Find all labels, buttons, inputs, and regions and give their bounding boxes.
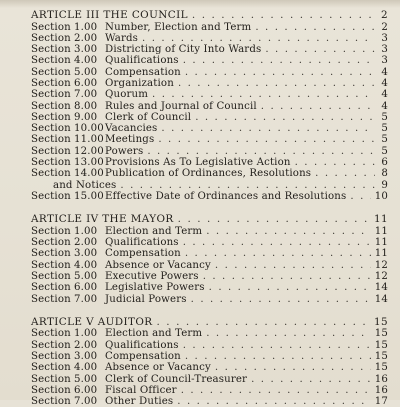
section-title-continuation: and Notices: [53, 179, 117, 191]
section-title: Other Duties: [105, 396, 174, 407]
section-number: 5.00: [74, 270, 98, 282]
section-title: Absence or Vacancy: [105, 259, 211, 271]
toc-entry: [31, 294, 388, 305]
section-number: 15.00: [74, 190, 104, 202]
section-title: Districting of City Into Wards: [105, 44, 262, 56]
section-page-number: 16: [374, 373, 388, 385]
dot-leader: [181, 385, 371, 396]
section-page-number: 12: [374, 259, 388, 271]
toc-entry: [31, 78, 388, 89]
section-title: Qualifications: [105, 55, 179, 67]
dot-leader: [315, 168, 375, 179]
section-label: Section: [31, 123, 71, 135]
toc-entry: [31, 123, 388, 134]
section-label: Section: [31, 21, 71, 33]
toc-entry: [31, 112, 388, 123]
section-number: 5.00: [74, 373, 98, 385]
section-title: Number, Election and Term: [105, 21, 252, 33]
section-label: Section: [31, 339, 71, 351]
toc-entry: [31, 328, 388, 339]
section-page-number: 11: [374, 225, 388, 237]
dot-leader: [206, 328, 371, 339]
section-title: Compensation: [105, 66, 181, 78]
dot-leader: [183, 55, 375, 66]
dot-leader: [215, 362, 371, 373]
article-block: [31, 317, 388, 407]
dot-leader: [177, 396, 370, 407]
section-title: Executive Powers: [105, 270, 199, 282]
dot-leader: [191, 294, 371, 305]
section-label: Section: [31, 134, 71, 146]
dot-leader: [215, 260, 371, 271]
section-label: Section: [31, 77, 71, 89]
section-page-number: 5: [381, 134, 388, 146]
dot-leader: [183, 237, 371, 248]
section-page-number: 15: [374, 328, 388, 340]
section-label: Section: [31, 328, 71, 340]
article-page-number: 11: [373, 213, 388, 226]
dot-leader: [185, 351, 371, 362]
section-number: 4.00: [74, 55, 98, 67]
dot-leader: [209, 282, 371, 293]
section-page-number: 3: [381, 55, 388, 67]
section-title: Compensation: [105, 248, 181, 260]
section-number: 2.00: [74, 237, 98, 249]
section-page-number: 4: [381, 66, 388, 78]
section-number: 1.00: [74, 21, 98, 33]
section-label: Section: [31, 157, 71, 169]
dot-leader: [251, 374, 371, 385]
section-page-number: 12: [374, 270, 388, 282]
toc-entry: [31, 362, 388, 373]
section-page-number: 3: [381, 44, 388, 56]
section-label: Section: [31, 373, 71, 385]
section-page-number: 2: [381, 21, 388, 33]
section-page-number: 9: [381, 179, 388, 191]
section-number: 13.00: [74, 157, 104, 169]
section-title: Compensation: [105, 350, 181, 362]
section-label: Section: [31, 44, 71, 56]
section-label: Section: [31, 350, 71, 362]
section-title: Qualifications: [105, 237, 179, 249]
section-page-number: 14: [374, 282, 388, 294]
section-number: 6.00: [74, 282, 98, 294]
toc-entry: [31, 396, 388, 407]
section-number: 3.00: [74, 248, 98, 260]
section-number: 4.00: [74, 362, 98, 374]
toc-entry: [31, 191, 388, 202]
section-title: Meetings: [105, 134, 155, 146]
dot-leader: [120, 180, 375, 191]
section-page-number: 11: [374, 248, 388, 260]
toc-entry-continuation: [31, 180, 388, 191]
section-number: 3.00: [74, 350, 98, 362]
section-number: 6.00: [74, 384, 98, 396]
section-title: Organization: [105, 77, 174, 89]
section-page-number: 10: [374, 190, 388, 202]
section-page-number: 15: [374, 362, 388, 374]
section-title: Judicial Powers: [105, 293, 187, 305]
dot-leader: [178, 78, 375, 89]
dot-leader: [192, 10, 375, 22]
section-label: Section: [31, 145, 71, 157]
toc-entry: [31, 101, 388, 112]
section-label: Section: [31, 282, 71, 294]
section-number: 6.00: [74, 77, 98, 89]
section-page-number: 6: [381, 157, 388, 169]
section-number: 7.00: [74, 396, 98, 407]
page-edge-shadow: [0, 0, 400, 8]
section-page-number: 15: [374, 350, 388, 362]
toc-entry: [31, 271, 388, 282]
table-of-contents: [31, 10, 388, 407]
dot-leader: [161, 123, 375, 134]
toc-entry: [31, 385, 388, 396]
section-title: Clerk of Council-Treasurer: [105, 373, 248, 385]
section-label: Section: [31, 89, 71, 101]
section-title: Election and Term: [105, 225, 203, 237]
section-page-number: 15: [374, 339, 388, 351]
toc-entry: [31, 282, 388, 293]
section-number: 14.00: [74, 168, 104, 180]
section-page-number: 8: [381, 168, 388, 180]
toc-entry: [31, 89, 388, 100]
section-label: Section: [31, 362, 71, 374]
toc-entry: [31, 374, 388, 385]
section-title: Provisions As To Legislative Action: [105, 157, 291, 169]
section-page-number: 17: [374, 396, 388, 407]
section-page-number: 5: [381, 123, 388, 135]
article-block: [31, 214, 388, 305]
section-page-number: 11: [374, 237, 388, 249]
section-page-number: 5: [381, 145, 388, 157]
section-title: Election and Term: [105, 328, 203, 340]
section-title: Quorum: [105, 89, 149, 101]
section-label: Section: [31, 396, 71, 407]
section-label: Section: [31, 237, 71, 249]
section-label: Section: [31, 270, 71, 282]
section-page-number: 4: [381, 100, 388, 112]
section-number: 3.00: [74, 44, 98, 56]
section-number: 12.00: [74, 145, 104, 157]
dot-leader: [157, 317, 370, 329]
article-heading: ARTICLE III THE COUNCIL: [31, 9, 188, 21]
section-number: 10.00: [74, 123, 104, 135]
section-number: 1.00: [74, 328, 98, 340]
dot-leader: [195, 112, 375, 123]
section-title: Effective Date of Ordinances and Resolutions: [105, 190, 347, 202]
dot-leader: [183, 340, 371, 351]
section-page-number: 4: [381, 89, 388, 101]
article-heading: ARTICLE V AUDITOR: [31, 315, 153, 328]
section-title: Legislative Powers: [105, 282, 205, 294]
toc-entry: [31, 67, 388, 78]
section-number: 5.00: [74, 66, 98, 78]
section-title: Absence or Vacancy: [105, 362, 211, 374]
section-number: 2.00: [74, 32, 98, 44]
dot-leader: [185, 248, 371, 259]
section-label: Section: [31, 190, 71, 202]
article-heading-row: [31, 214, 388, 226]
article-page-number: 2: [380, 9, 388, 21]
toc-entry: [31, 351, 388, 362]
section-title: Powers: [105, 145, 144, 157]
section-label: Section: [31, 66, 71, 78]
dot-leader: [142, 33, 375, 44]
toc-entry: [31, 33, 388, 44]
section-number: 9.00: [74, 111, 98, 123]
section-number: 4.00: [74, 259, 98, 271]
toc-entry: [31, 22, 388, 33]
toc-entry: [31, 340, 388, 351]
toc-entry: [31, 237, 388, 248]
section-title: Fiscal Officer: [105, 384, 177, 396]
section-title: Rules and Journal of Council: [105, 100, 257, 112]
dot-leader: [265, 44, 375, 55]
section-number: 11.00: [74, 134, 104, 146]
section-title: Vacancies: [105, 123, 158, 135]
section-title: Publication of Ordinances, Resolutions: [105, 168, 312, 180]
article-block: [31, 10, 388, 202]
section-page-number: 14: [374, 293, 388, 305]
dot-leader: [255, 22, 375, 33]
section-label: Section: [31, 32, 71, 44]
section-label: Section: [31, 168, 71, 180]
toc-entry: [31, 44, 388, 55]
toc-entry: [31, 168, 388, 179]
dot-leader: [295, 157, 375, 168]
article-page-number: 15: [373, 315, 388, 328]
section-page-number: 5: [381, 111, 388, 123]
section-label: Section: [31, 384, 71, 396]
section-title: Clerk of Council: [105, 111, 192, 123]
toc-entry: [31, 134, 388, 145]
section-page-number: 3: [381, 32, 388, 44]
toc-entry: [31, 146, 388, 157]
article-heading: ARTICLE IV THE MAYOR: [31, 213, 174, 226]
toc-entry: [31, 248, 388, 259]
article-heading-row: [31, 317, 388, 329]
section-title: Wards: [105, 32, 139, 44]
toc-entry: [31, 157, 388, 168]
section-label: Section: [31, 248, 71, 260]
section-page-number: 16: [374, 384, 388, 396]
section-number: 7.00: [74, 293, 98, 305]
toc-entry: [31, 55, 388, 66]
section-label: Section: [31, 259, 71, 271]
dot-leader: [350, 191, 370, 202]
dot-leader: [158, 134, 375, 145]
dot-leader: [261, 101, 375, 112]
dot-leader: [203, 271, 371, 282]
section-title: Qualifications: [105, 339, 179, 351]
section-label: Section: [31, 293, 71, 305]
dot-leader: [147, 146, 375, 157]
section-number: 7.00: [74, 89, 98, 101]
section-number: 1.00: [74, 225, 98, 237]
section-number: 8.00: [74, 100, 98, 112]
section-page-number: 4: [381, 77, 388, 89]
dot-leader: [185, 67, 375, 78]
toc-entry: [31, 260, 388, 271]
toc-entry: [31, 226, 388, 237]
section-label: Section: [31, 100, 71, 112]
section-label: Section: [31, 55, 71, 67]
section-label: Section: [31, 225, 71, 237]
section-label: Section: [31, 111, 71, 123]
dot-leader: [178, 214, 370, 226]
section-number: 2.00: [74, 339, 98, 351]
dot-leader: [206, 226, 371, 237]
article-heading-row: [31, 10, 388, 22]
dot-leader: [152, 89, 375, 100]
